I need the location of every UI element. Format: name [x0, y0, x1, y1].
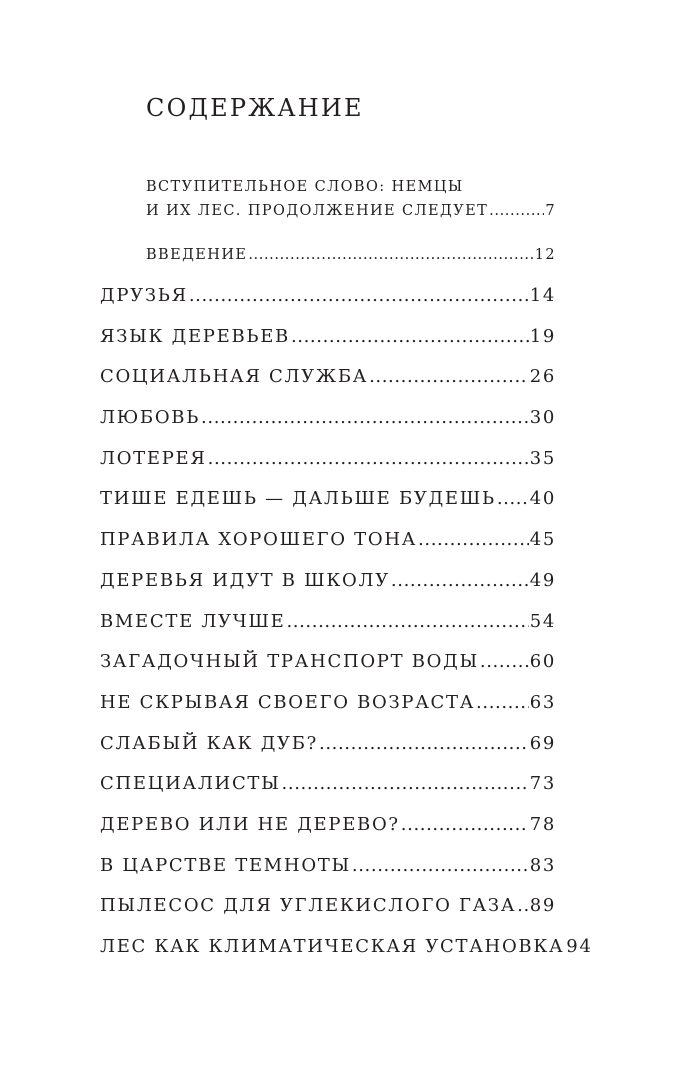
- dot-leader: [489, 199, 544, 223]
- toc-entry-title: ПЫЛЕСОС ДЛЯ УГЛЕКИСЛОГО ГАЗА: [100, 895, 517, 917]
- toc-entry-page: 35: [529, 447, 556, 469]
- toc-entry-chapter: [100, 689, 556, 730]
- toc-entry-page: 63: [529, 691, 556, 713]
- toc-entry-title: СОЦИАЛЬНАЯ СЛУЖБА: [100, 366, 369, 388]
- toc-entry-page: 12: [534, 247, 556, 263]
- toc-entry-chapter: [100, 811, 556, 852]
- toc-entry-chapter: [100, 363, 556, 404]
- dot-leader: [291, 323, 529, 351]
- toc-entry-page: 7: [545, 203, 556, 219]
- toc-entry-line2: [146, 199, 556, 223]
- page-title: СОДЕРЖАНИЕ: [146, 94, 364, 122]
- dot-leader: [476, 689, 529, 717]
- toc-entry-chapter: [100, 404, 556, 445]
- toc-entry-page: 73: [529, 773, 556, 795]
- toc-entry-title: ВМЕСТЕ ЛУЧШЕ: [100, 610, 286, 632]
- toc-entry-title: НЕ СКРЫВАЯ СВОЕГО ВОЗРАСТА: [100, 691, 476, 713]
- toc-entry-title: ВВЕДЕНИЕ: [146, 247, 248, 263]
- dot-leader: [189, 282, 529, 310]
- dot-leader: [208, 445, 529, 473]
- dot-leader: [497, 485, 529, 513]
- chapter-list: [100, 282, 593, 974]
- toc-entry-page: 49: [529, 569, 556, 591]
- toc-entry-chapter: [100, 608, 556, 649]
- dot-leader: [248, 243, 533, 267]
- toc-entry-chapter: [100, 323, 556, 364]
- toc-entry-introduction: [146, 243, 556, 267]
- toc-entry-page: 14: [529, 285, 556, 306]
- dot-leader: [418, 526, 529, 554]
- dot-leader: [480, 648, 529, 676]
- toc-entry-title: ЯЗЫК ДЕРЕВЬЕВ: [100, 325, 290, 347]
- toc-entry-page: 26: [529, 366, 556, 388]
- dot-leader: [517, 892, 529, 920]
- toc-entry-chapter: [100, 445, 556, 486]
- toc-entry-page: 30: [529, 407, 556, 429]
- dot-leader: [401, 811, 529, 839]
- toc-entry-title-line2: И ИХ ЛЕС. ПРОДОЛЖЕНИЕ СЛЕДУЕТ: [146, 203, 489, 219]
- toc-entry-chapter: [100, 282, 556, 323]
- dot-leader: [391, 567, 529, 595]
- dot-leader: [319, 730, 529, 758]
- toc-entry-page: 83: [529, 854, 556, 876]
- dot-leader: [282, 770, 529, 798]
- toc-entry-title: ЛОТЕРЕЯ: [100, 447, 207, 469]
- toc-entry-chapter: [100, 933, 593, 974]
- toc-entry-title: ЛЮБОВЬ: [100, 407, 201, 429]
- toc-entry-chapter: [100, 567, 556, 608]
- dot-leader: [369, 363, 529, 391]
- dot-leader: [352, 852, 529, 880]
- toc-entry-page: 78: [529, 813, 556, 835]
- toc-entry-page: 19: [529, 325, 556, 347]
- toc-entry-chapter: [100, 892, 556, 933]
- toc-entry-chapter: [100, 730, 556, 771]
- toc-entry-page: 60: [529, 651, 556, 673]
- toc-entry-title: СПЕЦИАЛИСТЫ: [100, 773, 281, 795]
- toc-entry-title: ДРУЗЬЯ: [100, 285, 188, 306]
- toc-entry-title: В ЦАРСТВЕ ТЕМНОТЫ: [100, 854, 351, 876]
- toc-entry-title-line1: ВСТУПИТЕЛЬНОЕ СЛОВО: НЕМЦЫ: [146, 179, 464, 195]
- toc-entry-chapter: [100, 648, 556, 689]
- dot-leader: [286, 608, 528, 636]
- toc-entry-title: ТИШЕ ЕДЕШЬ — ДАЛЬШЕ БУДЕШЬ: [100, 488, 496, 510]
- toc-entry-title: ПРАВИЛА ХОРОШЕГО ТОНА: [100, 529, 418, 551]
- toc-entry-title: СЛАБЫЙ КАК ДУБ?: [100, 732, 319, 754]
- toc-entry-title: ЛЕС КАК КЛИМАТИЧЕСКАЯ УСТАНОВКА: [100, 936, 565, 957]
- toc-entry-title: ДЕРЕВЬЯ ИДУТ В ШКОЛУ: [100, 569, 390, 591]
- dot-leader: [201, 404, 529, 432]
- toc-entry-page: 94: [566, 936, 593, 957]
- toc-entry-page: 89: [529, 895, 556, 917]
- toc-entry-page: 40: [529, 488, 556, 510]
- toc-entry-title: ДЕРЕВО ИЛИ НЕ ДЕРЕВО?: [100, 813, 400, 835]
- toc-entry-title: ЗАГАДОЧНЫЙ ТРАНСПОРТ ВОДЫ: [100, 651, 479, 673]
- toc-entry-page: 69: [529, 732, 556, 754]
- toc-entry-foreword: [146, 175, 556, 223]
- toc-entry-chapter: [100, 852, 556, 893]
- toc-entry-chapter: [100, 770, 556, 811]
- toc-entry-chapter: [100, 485, 556, 526]
- toc-entry-chapter: [100, 526, 556, 567]
- toc-entry-page: 54: [529, 610, 556, 632]
- toc-entry-page: 45: [529, 529, 556, 551]
